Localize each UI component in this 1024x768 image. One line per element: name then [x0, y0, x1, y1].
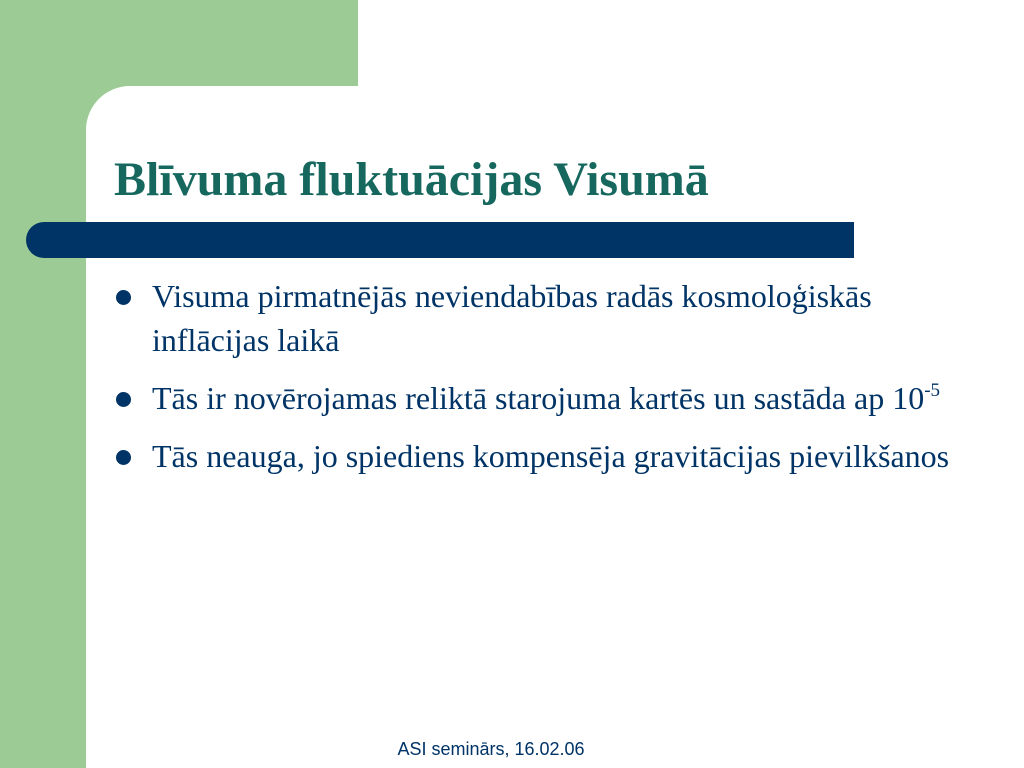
slide-footer: ASI seminārs, 16.02.06 — [397, 739, 585, 759]
bullet-item — [112, 274, 972, 362]
slide-title: Blīvuma fluktuācijas Visumā — [114, 153, 709, 206]
bullet-text: Tās ir novērojamas reliktā starojuma kartēs un sastāda ap 10 — [152, 380, 925, 416]
bullet-item — [112, 434, 972, 478]
bullet-text: Tās neauga, jo spiediens kompensēja gravitācijas pievilkšanos — [152, 438, 950, 474]
bullet-item — [112, 376, 972, 420]
bullet-dot-icon — [116, 392, 131, 407]
bullet-dot-icon — [116, 290, 131, 305]
bullet-text: Visuma pirmatnējās neviendabības radās kosmoloģiskās inflācijas laikā — [152, 278, 872, 358]
bullet-dot-icon — [116, 450, 131, 465]
bullet-superscript: -5 — [924, 380, 941, 401]
bullet-list — [112, 274, 972, 492]
title-divider-bar — [26, 222, 854, 258]
